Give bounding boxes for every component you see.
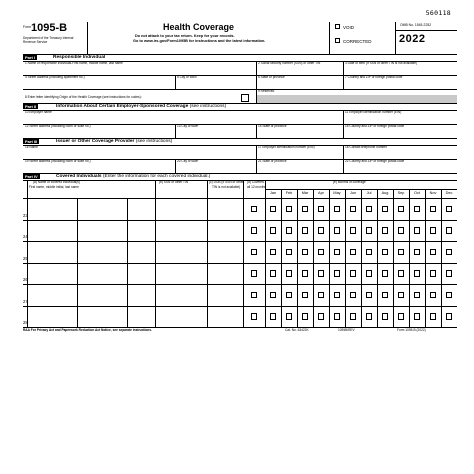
month-checkbox-jul[interactable] — [366, 249, 373, 256]
divider — [343, 145, 344, 159]
col-d-header: (d) Covered — [247, 180, 264, 184]
month-checkbox-dec[interactable] — [446, 227, 453, 234]
divider — [23, 220, 457, 221]
field-20-label: 20 City or town — [177, 159, 199, 163]
field-13-label: 13 City or town — [177, 124, 199, 128]
col-a-subheader: First name, middle initial, last name — [29, 185, 79, 189]
month-checkbox-oct[interactable] — [414, 270, 421, 277]
month-checkbox-jan[interactable] — [270, 292, 277, 299]
month-checkbox-sep[interactable] — [398, 249, 405, 256]
month-checkbox-nov[interactable] — [430, 249, 437, 256]
month-header-oct: Oct — [414, 191, 420, 195]
field-16-label: 16 Name — [25, 145, 38, 149]
month-checkbox-feb[interactable] — [286, 227, 293, 234]
divider — [329, 189, 330, 198]
divider — [329, 22, 330, 54]
void-label: VOID — [343, 25, 355, 30]
divider — [409, 189, 410, 198]
part-3-tag: Part III — [25, 139, 38, 144]
month-checkbox-sep[interactable] — [398, 313, 405, 320]
divider — [345, 189, 346, 198]
col-b-header: (b) SSN or other TIN — [159, 180, 189, 184]
month-checkbox-sep[interactable] — [398, 270, 405, 277]
divider — [343, 110, 344, 124]
month-checkbox-feb[interactable] — [286, 313, 293, 320]
month-checkbox-nov[interactable] — [430, 206, 437, 213]
month-checkbox-jun[interactable] — [350, 292, 357, 299]
divider — [23, 145, 457, 146]
field-9-label: 9 Reserved — [258, 89, 275, 93]
month-checkbox-aug[interactable] — [382, 206, 389, 213]
month-checkbox-apr[interactable] — [318, 270, 325, 277]
month-header-jul: Jul — [366, 191, 372, 195]
part-4-title-text: Covered Individuals — [56, 174, 102, 179]
footer-paperwork-text: For Privacy Act and Paperwork Reduction Act Notice, see separate instructions. — [30, 328, 152, 332]
row-number-26: 26 — [23, 277, 28, 282]
month-header-feb: Feb — [285, 191, 293, 195]
divider — [395, 22, 396, 54]
form-number: 1095-B — [31, 22, 68, 34]
instruction-line-2: Go to www.irs.gov/Form1095B for instructions and the latest information. — [133, 39, 266, 43]
divider — [377, 189, 378, 198]
corner-code: 560118 — [425, 9, 451, 17]
month-header-sep: Sep — [397, 191, 405, 195]
form-title: Health Coverage — [163, 22, 235, 32]
month-checkbox-nov[interactable] — [430, 270, 437, 277]
month-checkbox-feb[interactable] — [286, 206, 293, 213]
month-checkbox-aug[interactable] — [382, 249, 389, 256]
month-header-jan: Jan — [269, 191, 277, 195]
part-2-title-text: Information About Certain Employer-Sponsored Coverage — [56, 104, 189, 109]
covered-all-year-checkbox[interactable] — [251, 270, 258, 277]
month-checkbox-aug[interactable] — [382, 313, 389, 320]
field-8-label: 8 Enter letter identifying Origin of the Health Coverage (see instructions for codes): — [25, 95, 142, 99]
divider — [343, 159, 344, 173]
month-header-mar: Mar — [301, 191, 309, 195]
month-checkbox-mar[interactable] — [302, 206, 309, 213]
divider — [281, 189, 282, 198]
reserved-shading — [257, 95, 457, 103]
month-checkbox-may[interactable] — [334, 313, 341, 320]
field-22-label: 22 Country and ZIP or foreign postal code — [345, 159, 405, 163]
footer-raa: RAA — [23, 328, 30, 332]
divider — [343, 75, 344, 89]
part-3-title — [56, 139, 172, 145]
part-3-title-text: Issuer or Other Coverage Provider — [56, 139, 135, 144]
month-checkbox-oct[interactable] — [414, 292, 421, 299]
month-checkbox-jul[interactable] — [366, 313, 373, 320]
field-19-label: 19 Street address (including room or suite no.) — [25, 159, 91, 163]
month-checkbox-apr[interactable] — [318, 227, 325, 234]
part-4-title — [56, 174, 210, 180]
form-1095b — [23, 9, 457, 338]
month-checkbox-may[interactable] — [334, 249, 341, 256]
origin-code-box[interactable] — [241, 94, 249, 102]
divider — [393, 189, 394, 198]
field-4-label: 4 Street address (including apartment no.) — [25, 75, 85, 79]
part-2-title-note: (see instructions) — [189, 104, 227, 109]
field-7-label: 7 Country and ZIP or foreign postal code — [345, 75, 403, 79]
month-checkbox-aug[interactable] — [382, 270, 389, 277]
month-checkbox-mar[interactable] — [302, 227, 309, 234]
month-checkbox-apr[interactable] — [318, 313, 325, 320]
col-c-subheader: TIN is not available) — [212, 185, 241, 189]
tax-year: 2022 — [399, 33, 426, 45]
row-number-27: 27 — [23, 298, 28, 304]
divider — [361, 189, 362, 198]
divider — [175, 75, 176, 89]
department-text: Department of the Treasury Internal Revenue Service — [23, 36, 74, 44]
month-checkbox-jun[interactable] — [350, 227, 357, 234]
month-header-may: May — [333, 191, 341, 195]
field-1-label: 1 Name of responsible individual-First name, middle name, last name — [25, 61, 123, 65]
month-checkbox-jul[interactable] — [366, 227, 373, 234]
month-checkbox-nov[interactable] — [430, 227, 437, 234]
month-checkbox-oct[interactable] — [414, 206, 421, 213]
divider — [395, 30, 457, 31]
part-4-title-note: (Enter the information for each covered individual.) — [102, 174, 211, 179]
field-11-label: 11 Employer identification number (EIN) — [345, 110, 402, 114]
covered-all-year-checkbox[interactable] — [251, 292, 258, 299]
month-checkbox-sep[interactable] — [398, 206, 405, 213]
divider — [256, 159, 257, 173]
month-checkbox-dec[interactable] — [446, 206, 453, 213]
field-15-label: 15 Country and ZIP or foreign postal code — [345, 124, 405, 128]
month-checkbox-oct[interactable] — [414, 313, 421, 320]
month-checkbox-dec[interactable] — [446, 249, 453, 256]
month-checkbox-jan[interactable] — [270, 270, 277, 277]
month-checkbox-jun[interactable] — [350, 249, 357, 256]
month-checkbox-jun[interactable] — [350, 313, 357, 320]
part-2-tag: Part II — [25, 104, 37, 109]
divider — [256, 61, 257, 75]
part-2-title — [56, 104, 226, 110]
month-header-aug: Aug — [381, 191, 389, 195]
month-checkbox-nov[interactable] — [430, 313, 437, 320]
field-17-label: 17 Employer identification number (EIN) — [258, 145, 315, 149]
divider — [343, 124, 344, 138]
field-2-label: 2 Social security number (SSN) or other TIN — [258, 61, 321, 65]
divider — [23, 89, 457, 90]
covered-all-year-checkbox[interactable] — [251, 227, 258, 234]
field-10-label: 10 Employer name — [25, 110, 52, 114]
divider — [175, 159, 176, 173]
row-number-24: 24 — [23, 234, 28, 239]
omb-number: OMB No. 1545-2252 — [400, 23, 432, 27]
month-checkbox-jun[interactable] — [350, 206, 357, 213]
month-checkbox-feb[interactable] — [286, 292, 293, 299]
part-1-title: Responsible Individual — [53, 55, 106, 60]
month-checkbox-mar[interactable] — [302, 270, 309, 277]
divider — [23, 198, 457, 199]
void-checkbox[interactable] — [335, 24, 340, 29]
corrected-checkbox[interactable] — [335, 38, 340, 43]
month-checkbox-jan[interactable] — [270, 313, 277, 320]
month-checkbox-nov[interactable] — [430, 292, 437, 299]
month-checkbox-apr[interactable] — [318, 292, 325, 299]
footer-form-label: Form 1095-B (2022) — [397, 328, 426, 332]
divider — [23, 284, 457, 285]
divider — [297, 189, 298, 198]
part-1-tag: Part I — [25, 55, 36, 60]
month-checkbox-oct[interactable] — [414, 227, 421, 234]
month-checkbox-jan[interactable] — [270, 206, 277, 213]
month-checkbox-dec[interactable] — [446, 270, 453, 277]
corrected-label: CORRECTED — [343, 39, 372, 44]
month-checkbox-sep[interactable] — [398, 292, 405, 299]
divider — [256, 124, 257, 138]
month-checkbox-oct[interactable] — [414, 249, 421, 256]
month-header-jun: Jun — [349, 191, 357, 195]
form-word: Form — [23, 25, 31, 29]
month-checkbox-may[interactable] — [334, 292, 341, 299]
month-checkbox-feb[interactable] — [286, 249, 293, 256]
field-12-label: 12 Street address (including room or suite no.) — [25, 124, 91, 128]
month-header-dec: Dec — [445, 191, 453, 195]
divider — [256, 75, 257, 89]
month-checkbox-aug[interactable] — [382, 227, 389, 234]
month-checkbox-dec[interactable] — [446, 313, 453, 320]
divider — [313, 189, 314, 198]
divider — [23, 241, 457, 242]
col-a-header: (a) Name of covered individual(s) — [33, 180, 80, 184]
row-number-28: 28 — [23, 320, 28, 325]
covered-all-year-checkbox[interactable] — [251, 206, 258, 213]
month-checkbox-jul[interactable] — [366, 206, 373, 213]
divider — [23, 306, 457, 307]
row-number-25: 25 — [23, 255, 28, 261]
month-checkbox-sep[interactable] — [398, 227, 405, 234]
month-checkbox-mar[interactable] — [302, 249, 309, 256]
month-checkbox-apr[interactable] — [318, 206, 325, 213]
field-5-label: 5 City or town — [177, 75, 197, 79]
field-21-label: 21 State or province — [258, 159, 287, 163]
divider — [23, 263, 457, 264]
month-checkbox-feb[interactable] — [286, 270, 293, 277]
divider — [256, 145, 257, 159]
col-c-header: (c) DOB (If SSN or other — [209, 180, 244, 184]
field-18-label: 18 Contact telephone number — [345, 145, 387, 149]
footer-code: 1095B/REV — [338, 328, 355, 332]
col-d-subheader: all 12 months — [247, 185, 266, 189]
month-checkbox-may[interactable] — [334, 270, 341, 277]
month-checkbox-jan[interactable] — [270, 249, 277, 256]
month-checkbox-jan[interactable] — [270, 227, 277, 234]
divider — [175, 124, 176, 138]
month-checkbox-aug[interactable] — [382, 292, 389, 299]
col-e-header: (e) Months of coverage — [333, 180, 366, 184]
month-header-apr: Apr — [318, 191, 324, 195]
divider — [87, 22, 88, 54]
month-checkbox-jun[interactable] — [350, 270, 357, 277]
instruction-line-1: Do not attach to your tax return. Keep for your records. — [135, 34, 235, 38]
month-checkbox-mar[interactable] — [302, 292, 309, 299]
month-checkbox-dec[interactable] — [446, 292, 453, 299]
month-checkbox-jul[interactable] — [366, 270, 373, 277]
row-number-23: 23 — [23, 212, 28, 218]
month-checkbox-jul[interactable] — [366, 292, 373, 299]
covered-all-year-checkbox[interactable] — [251, 249, 258, 256]
month-checkbox-may[interactable] — [334, 206, 341, 213]
month-checkbox-apr[interactable] — [318, 249, 325, 256]
divider — [441, 189, 442, 198]
field-14-label: 14 State or province — [258, 124, 287, 128]
field-6-label: 6 State or province — [258, 75, 285, 79]
month-checkbox-mar[interactable] — [302, 313, 309, 320]
part-3-title-note: (see instructions) — [135, 139, 173, 144]
field-3-label: 3 Date of birth (If SSN or other TIN is not available) — [345, 61, 418, 65]
footer-notice — [23, 329, 152, 333]
divider — [343, 61, 344, 75]
divider — [425, 189, 426, 198]
covered-all-year-checkbox[interactable] — [251, 313, 258, 320]
month-header-nov: Nov — [429, 191, 437, 195]
part-4-tag: Part IV — [25, 174, 38, 179]
footer-cat-no: Cat. No. 63422K — [285, 328, 309, 332]
month-checkbox-may[interactable] — [334, 227, 341, 234]
